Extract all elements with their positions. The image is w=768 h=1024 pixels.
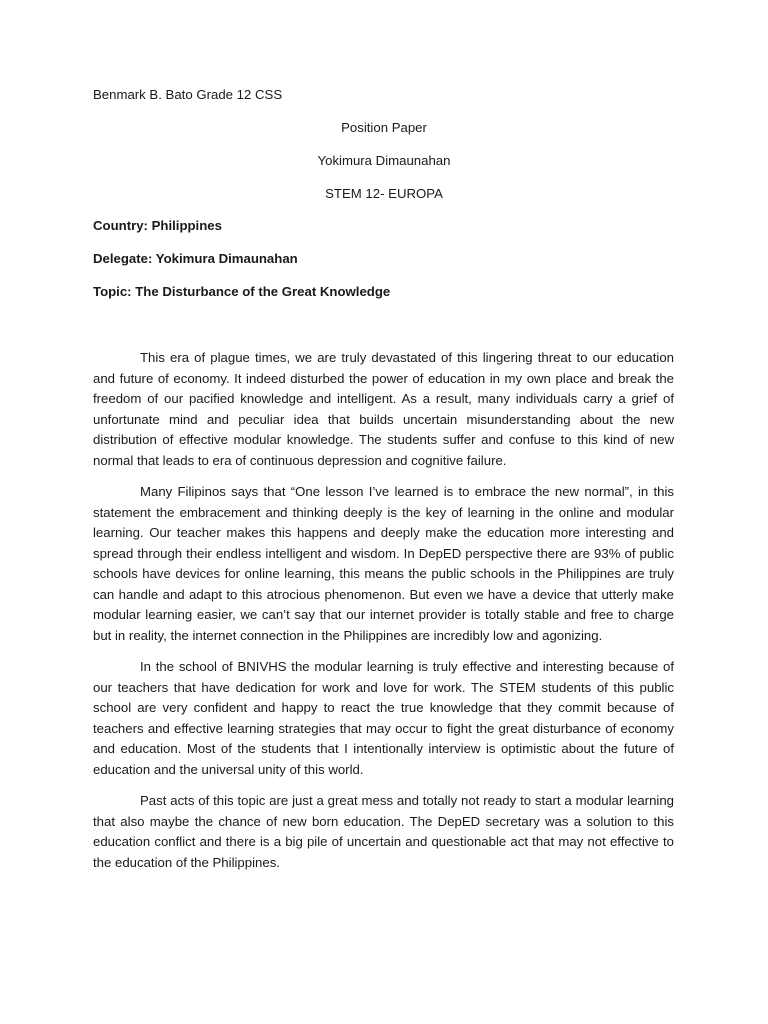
- paragraph-3: In the school of BNIVHS the modular learning is truly effective and interesting because of our teachers that have dedication for work and love for work. The STEM students of this public school are very confident and happy to react the true knowledge that they commit because of teachers and effective learning strategies that may occur to fight the great disturbance of economy and education. Most of the students that I intentionally interview is optimistic about the future of education and the universal unity of this world.: [93, 659, 674, 777]
- author-name: Yokimura Dimaunahan: [317, 153, 451, 168]
- country-line: Country: Philippines: [93, 218, 222, 233]
- topic-line: Topic: The Disturbance of the Great Knowledge: [93, 284, 391, 299]
- paragraph-2: Many Filipinos says that “One lesson I’ve learned is to embrace the new normal”, in this statement the embracement and thinking deeply is the key of learning in the online and modular learning. Our teacher makes this happens and deeply make the education more interesting and spread through their endless intelligent and wisdom. In DepED perspective there are 93% of public schools have devices for online learning, this means the public schools in the Philippines are truly can handle and adapt to this atrocious phenomenon. But even we have a device that utterly make modular learning easier, we can’t say that our internet provider is totally stable and free to charge but in reality, the internet connection in the Philippines are incredibly low and agonizing.: [93, 484, 674, 643]
- document-body: [93, 348, 674, 884]
- section-name: STEM 12- EUROPA: [325, 186, 443, 201]
- document-title: Position Paper: [341, 120, 427, 135]
- delegate-line: Delegate: Yokimura Dimaunahan: [93, 251, 298, 266]
- paragraph-4: Past acts of this topic are just a great mess and totally not ready to start a modular learning that also maybe the chance of new born education. The DepED secretary was a solution to this education conflict and there is a big pile of uncertain and questionable act that may not effective to the education of the Philippines.: [93, 793, 674, 870]
- author-line: Benmark B. Bato Grade 12 CSS: [93, 87, 283, 102]
- paragraph-1: This era of plague times, we are truly devastated of this lingering threat to our education and future of economy. It indeed disturbed the power of education in my own place and break the freedom of our pacified knowledge and intelligent. As a result, many individuals carry a grief of unfortunate mind and peculiar idea that builds uncertain misunderstanding about the new distribution of effective modular knowledge. The students suffer and confuse to this kind of new normal that leads to era of continuous depression and cognitive failure.: [93, 350, 674, 468]
